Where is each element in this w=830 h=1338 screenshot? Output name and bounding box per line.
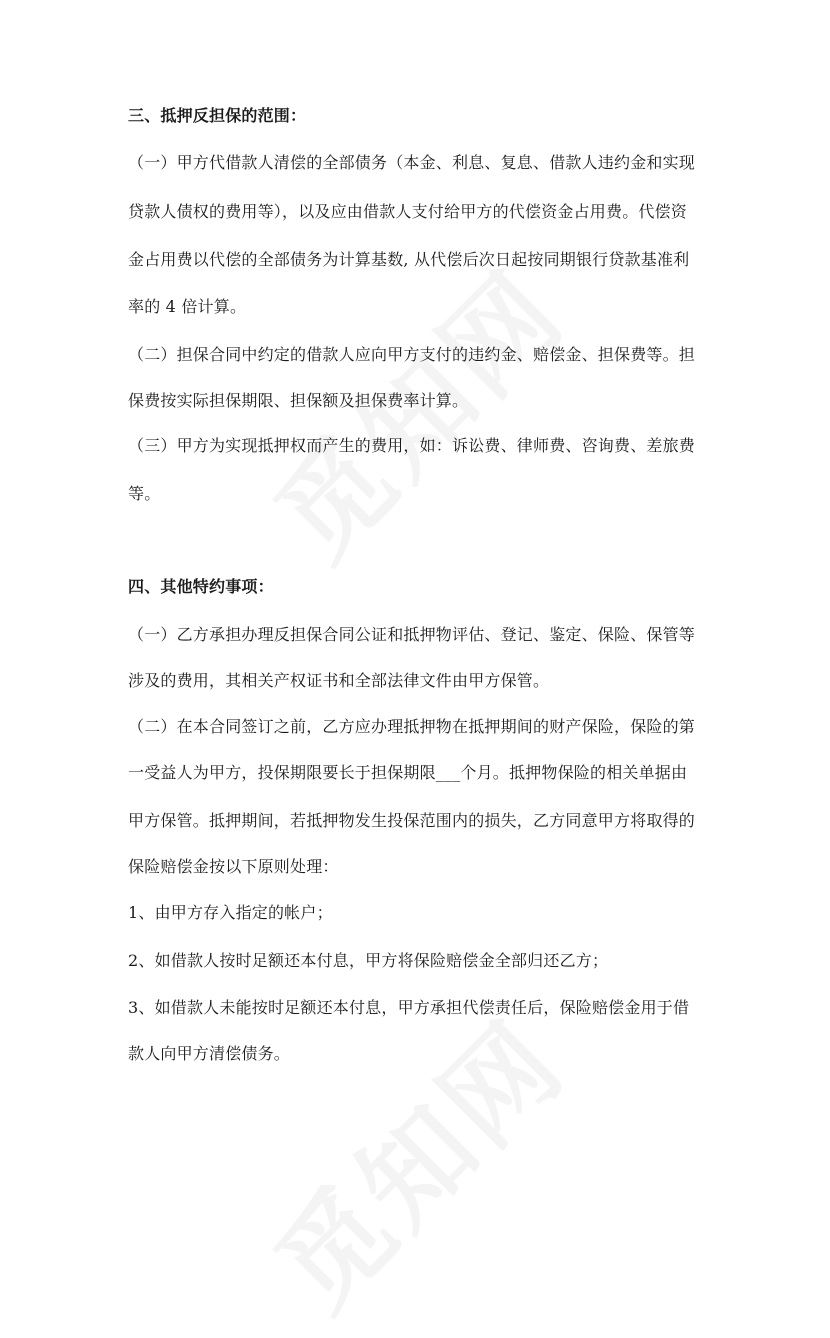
watermark xyxy=(235,980,593,1338)
paragraph-line: 甲方保管。抵押期间，若抵押物发生投保范围内的损失，乙方同意甲方将取得的 xyxy=(128,811,696,830)
rule-item-3-continued: 款人向甲方清偿债务。 xyxy=(128,1044,291,1063)
paragraph-line: （二）在本合同签订之前，乙方应办理抵押物在抵押期间的财产保险，保险的第 xyxy=(128,717,696,736)
section-4-heading: 四、其他特约事项： xyxy=(128,577,274,596)
paragraph-line: 率的 4 倍计算。 xyxy=(128,297,247,316)
rule-item-1: 1、由甲方存入指定的帐户； xyxy=(128,903,333,922)
paragraph-line: 涉及的费用，其相关产权证书和全部法律文件由甲方保管。 xyxy=(128,671,550,690)
paragraph-line: 一受益人为甲方，投保期限要长于担保期限___个月。抵押物保险的相关单据由 xyxy=(128,763,688,782)
paragraph-line: 贷款人债权的费用等），以及应由借款人支付给甲方的代偿资金占用费。代偿资 xyxy=(128,202,688,221)
paragraph-line: （一）乙方承担办理反担保合同公证和抵押物评估、登记、鉴定、保险、保管等 xyxy=(128,625,696,644)
paragraph-line: （三）甲方为实现抵押权而产生的费用，如：诉讼费、律师费、咨询费、差旅费 xyxy=(128,436,696,455)
rule-item-3: 3、如借款人未能按时足额还本付息，甲方承担代偿责任后，保险赔偿金用于借 xyxy=(128,998,690,1017)
section-3-heading: 三、抵押反担保的范围： xyxy=(128,106,307,125)
paragraph-line: 等。 xyxy=(128,484,161,503)
paragraph-line: 保险赔偿金按以下原则处理： xyxy=(128,857,339,876)
rule-item-2: 2、如借款人按时足额还本付息，甲方将保险赔偿金全部归还乙方； xyxy=(128,951,609,970)
paragraph-line: （二）担保合同中约定的借款人应向甲方支付的违约金、赔偿金、担保费等。担 xyxy=(128,345,696,364)
paragraph-line: （一）甲方代借款人清偿的全部债务（本金、利息、复息、借款人违约金和实现 xyxy=(128,153,696,172)
paragraph-line: 保费按实际担保期限、担保额及担保费率计算。 xyxy=(128,391,469,410)
paragraph-line: 金占用费以代偿的全部债务为计算基数, 从代偿后次日起按同期银行贷款基准利 xyxy=(128,250,690,269)
